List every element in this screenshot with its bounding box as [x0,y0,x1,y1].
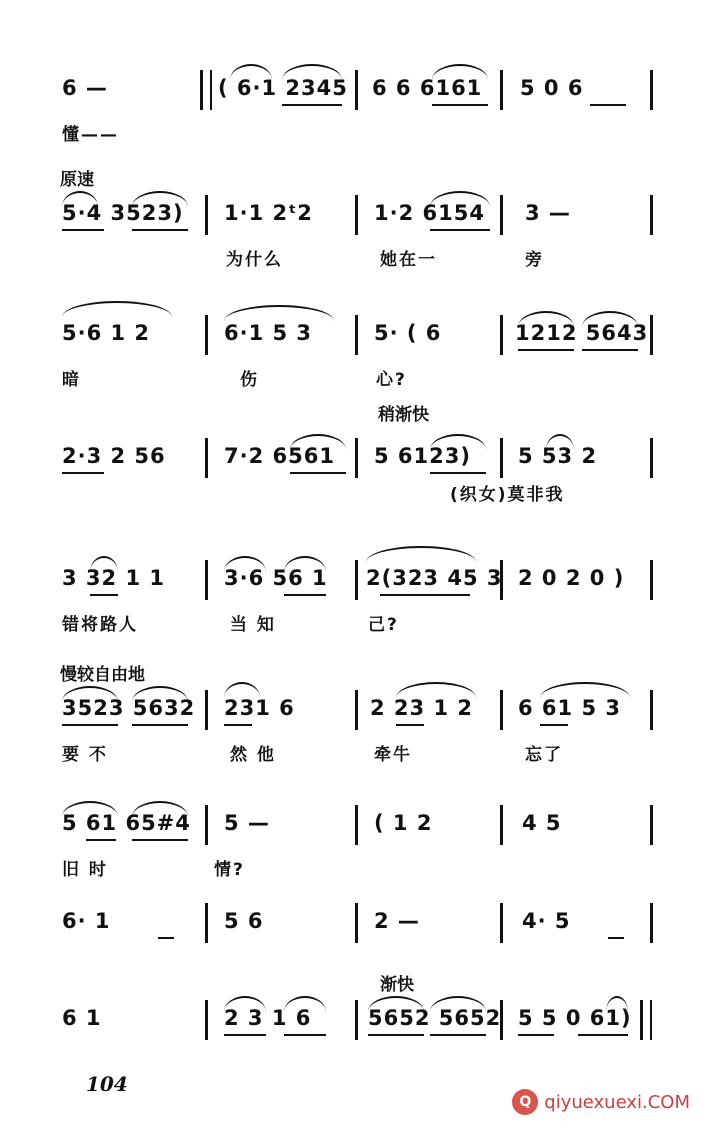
measure: 231 6 [224,696,295,720]
slur [132,686,188,702]
beam-underline [284,1034,326,1036]
slur [230,64,272,80]
barline [205,690,208,730]
beam-underline [590,104,626,106]
beam-underline [518,349,574,351]
barline [500,805,503,845]
beam-underline [224,1034,266,1036]
slur [62,191,98,207]
barline [355,315,358,355]
lyric: 暗 [62,370,81,390]
measure: 2 — [374,909,420,933]
slur [430,434,486,450]
barline [200,70,203,110]
barline [650,438,653,478]
measure: 5 61 65#4 [62,811,191,835]
barline [205,315,208,355]
barline [500,903,503,943]
measure: 2 23 1 2 [370,696,473,720]
lyric: 错将路人 [62,615,138,635]
barline [650,1000,652,1040]
beam-underline [158,937,174,939]
measure: 1·1 2ᵗ2 [224,201,313,225]
measure: 3 32 1 1 [62,566,165,590]
measure: 5 — [224,811,270,835]
slur [284,996,326,1012]
barline [650,70,653,110]
lyric: 伤 [240,370,259,390]
beam-underline [430,1034,486,1036]
measure: 2 0 2 0 ) [518,566,625,590]
measure: 5 0 6 [520,76,584,100]
tempo-marking: 稍渐快 [378,405,429,425]
beam-underline [380,594,470,596]
beam-underline [430,229,490,231]
barline [500,690,503,730]
tempo-marking: 渐快 [380,975,414,995]
measure: 1·2 6154 [374,201,485,225]
slur [62,801,118,817]
measure: 6 61 5 3 [518,696,621,720]
slur [430,996,486,1012]
measure: 3523 5632 [62,696,196,720]
slur [132,801,188,817]
beam-underline [282,104,342,106]
lyric: 为什么 [226,250,283,270]
barline [210,70,212,110]
beam-underline [90,594,118,596]
beam-underline [540,724,568,726]
measure: 6 6 6161 [372,76,483,100]
barline [650,560,653,600]
slur [284,556,326,572]
barline [355,1000,358,1040]
measure: 6 — [62,76,108,100]
barline [355,690,358,730]
measure: ( 6·1 2345 [218,76,348,100]
slur [518,311,574,327]
lyric: 她在一 [380,250,437,270]
barline [205,195,208,235]
barline [205,438,208,478]
measure: 5·6 1 2 [62,321,151,345]
page-number: 104 [86,1072,128,1096]
slur [582,311,638,327]
measure: 4· 5 [522,909,571,933]
measure: 5·4 3523) [62,201,184,225]
barline [205,805,208,845]
barline [355,195,358,235]
barline [355,70,358,110]
slur [432,64,488,80]
slur [224,556,266,572]
beam-underline [290,472,346,474]
barline [205,560,208,600]
beam-underline [132,839,188,841]
beam-underline [430,472,486,474]
barline [650,805,653,845]
barline [500,195,503,235]
beam-underline [62,724,118,726]
lyric: (织女)莫非我 [450,485,565,505]
measure: 2·3 2 56 [62,444,166,468]
lyric: 忘了 [525,745,563,765]
site-watermark [512,1089,690,1115]
barline [355,438,358,478]
lyric: 然 他 [230,745,276,765]
measure: 5 5 0 61) [518,1006,632,1030]
lyric: 旁 [525,250,544,270]
barline [650,195,653,235]
slur [224,996,266,1012]
measure: 5 53 2 [518,444,598,468]
beam-underline [284,594,326,596]
beam-underline [582,349,638,351]
lyric: 牵牛 [374,745,412,765]
beam-underline [132,229,188,231]
lyric: 懂—— [62,125,119,145]
slur [90,556,118,572]
slur [396,682,476,698]
slur [62,301,172,317]
slur [62,686,118,702]
beam-underline [224,724,252,726]
measure: 5 6123) [374,444,471,468]
lyric: 情? [214,860,245,880]
beam-underline [86,839,116,841]
slur [540,682,630,698]
beam-underline [396,724,424,726]
measure: 1212 5643 [515,321,649,345]
barline [355,805,358,845]
barline [355,903,358,943]
measure: ( 1 2 [374,811,433,835]
lyric: 要 不 [62,745,108,765]
beam-underline [432,104,488,106]
beam-underline [518,1034,554,1036]
slur [224,682,260,698]
barline [650,690,653,730]
barline [205,903,208,943]
barline [640,1000,643,1040]
slur [290,434,346,450]
slur [606,996,628,1012]
slur [282,64,342,80]
slur [430,191,490,207]
beam-underline [608,937,624,939]
beam-underline [578,1034,628,1036]
measure: 2 3 1 6 [224,1006,312,1030]
lyric: 心? [376,370,407,390]
measure: 4 5 [522,811,562,835]
measure: 6 1 [62,1006,102,1030]
lyric: 己? [368,615,399,635]
watermark-logo-icon: Q [512,1089,538,1115]
lyric: 当 知 [230,615,276,635]
barline [355,560,358,600]
measure: 5 6 [224,909,264,933]
watermark-text: qiyuexuexi.COM [544,1091,690,1113]
measure: 7·2 6561 [224,444,335,468]
barline [500,70,503,110]
measure: 5652 5652 [368,1006,502,1030]
measure: 6· 1 [62,909,111,933]
slur [132,191,188,207]
barline [500,438,503,478]
measure: 5· ( 6 [374,321,442,345]
tempo-marking: 慢较自由地 [60,665,145,685]
slur [224,305,334,321]
measure: 3·6 56 1 [224,566,328,590]
barline [500,315,503,355]
beam-underline [368,1034,424,1036]
barline [650,315,653,355]
slur [366,546,476,562]
lyric: 旧 时 [62,860,108,880]
barline [650,903,653,943]
slur [546,434,574,450]
beam-underline [62,472,104,474]
beam-underline [132,724,188,726]
beam-underline [62,229,104,231]
measure: 2(323 45 3 [366,566,503,590]
measure: 6·1 5 3 [224,321,313,345]
measure: 3 — [525,201,571,225]
barline [205,1000,208,1040]
slur [368,996,424,1012]
tempo-marking: 原速 [60,170,94,190]
